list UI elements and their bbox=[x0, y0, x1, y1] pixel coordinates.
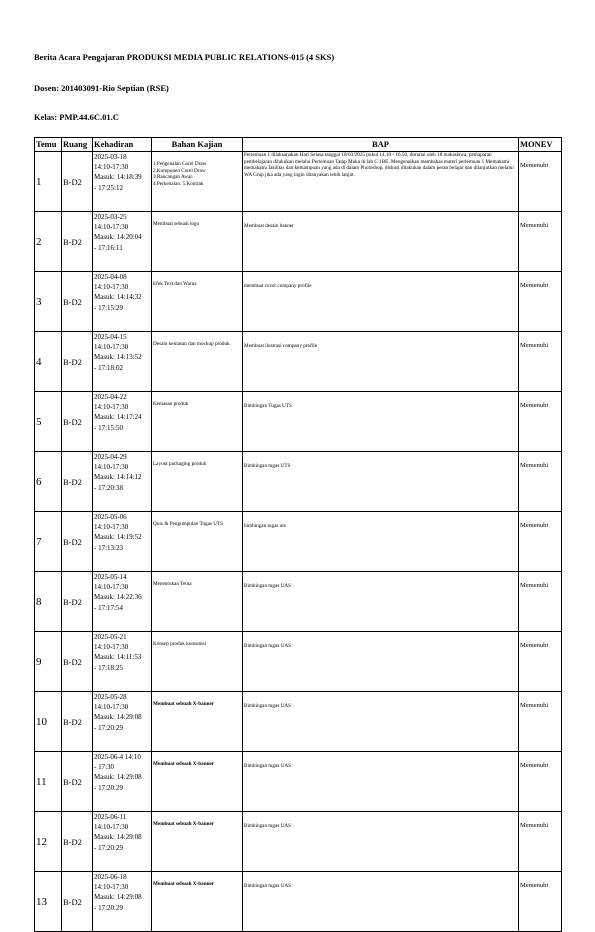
topic-cell: 1.Pengenalan Corel Draw 2.Komponen Corel Draw 3.Rancangan Awal. 4.Perkenalan. 5.Kontrak bbox=[152, 152, 243, 212]
monev-cell: Memenuhi bbox=[519, 572, 562, 632]
row-number-cell: 13 bbox=[35, 872, 62, 932]
bap-cell: Bimbingan tugas UAS bbox=[243, 632, 519, 692]
attendance-cell: 2025-04-22 14:10-17:30 Masuk: 14:17:24 - 17:15:50 bbox=[93, 392, 152, 452]
row-number-cell: 3 bbox=[35, 272, 62, 332]
page-bottom-rule bbox=[34, 795, 35, 835]
bap-cell: membuat cover company profile bbox=[243, 272, 519, 332]
table-row bbox=[35, 212, 562, 272]
col-header-kehadiran: Kehadiran bbox=[93, 138, 152, 152]
table-row bbox=[35, 272, 562, 332]
room-cell: B-D2 bbox=[62, 452, 93, 512]
monev-cell: Memenuhi bbox=[519, 812, 562, 872]
row-number-cell: 7 bbox=[35, 512, 62, 572]
attendance-cell: 2025-04-29 14:10-17:30 Masuk: 14:14:12 - 17:20:38 bbox=[93, 452, 152, 512]
bap-cell: Bimbingan tugas UAS bbox=[243, 812, 519, 872]
room-cell: B-D2 bbox=[62, 812, 93, 872]
row-number-cell: 2 bbox=[35, 212, 62, 272]
topic-cell: Membuat sebuah logo bbox=[152, 212, 243, 272]
table-row bbox=[35, 392, 562, 452]
attendance-cell: 2025-03-18 14:10-17:30 Masuk: 14:18:39 - 17:25:12 bbox=[93, 152, 152, 212]
attendance-cell: 2025-06-11 14:10-17:30 Masuk: 14:29:08 - 17:20:29 bbox=[93, 812, 152, 872]
col-header-bahan-kajian: Bahan Kajian bbox=[152, 138, 243, 152]
table-row bbox=[35, 872, 562, 932]
bap-cell: Bimbingan tugas UAS bbox=[243, 872, 519, 932]
row-number-cell: 9 bbox=[35, 632, 62, 692]
attendance-cell: 2025-05-21 14:10-17:30 Masuk: 14:11:53 - 17:18:25 bbox=[93, 632, 152, 692]
room-cell: B-D2 bbox=[62, 752, 93, 812]
attendance-cell: 2025-03-25 14:10-17:30 Masuk: 14:20:04 - 17:16:11 bbox=[93, 212, 152, 272]
monev-cell: Memenuhi bbox=[519, 512, 562, 572]
document-title: Berita Acara Pengajaran PRODUKSI MEDIA PUBLIC RELATIONS-015 (4 SKS) bbox=[34, 52, 335, 62]
room-cell: B-D2 bbox=[62, 152, 93, 212]
room-cell: B-D2 bbox=[62, 332, 93, 392]
bap-cell: Membuat desain banner bbox=[243, 212, 519, 272]
col-header-bap: BAP bbox=[243, 138, 519, 152]
table-row bbox=[35, 452, 562, 512]
topic-cell: Quiz & Pengumpulan Tugas UTS bbox=[152, 512, 243, 572]
monev-cell: Memenuhi bbox=[519, 152, 562, 212]
topic-cell: Efek Text dan Warna bbox=[152, 272, 243, 332]
table-row bbox=[35, 332, 562, 392]
room-cell: B-D2 bbox=[62, 392, 93, 452]
col-header-temu: Temu bbox=[35, 138, 62, 152]
table-row bbox=[35, 692, 562, 752]
topic-cell: Kemasan produk bbox=[152, 392, 243, 452]
monev-cell: Memenuhi bbox=[519, 752, 562, 812]
bap-cell: Bimbingan tugas UAS bbox=[243, 572, 519, 632]
attendance-cell: 2025-05-06 14:10-17:30 Masuk: 14:19:52 - 17:13:23 bbox=[93, 512, 152, 572]
attendance-cell: 2025-05-28 14:10-17:30 Masuk: 14:29:08 - 17:20:29 bbox=[93, 692, 152, 752]
bap-cell: Bimbingan tugas UAS bbox=[243, 692, 519, 752]
attendance-cell: 2025-06-4 14:10 - 17:30 Masuk: 14:29:08 - 17:20:29 bbox=[93, 752, 152, 812]
topic-cell: Desain kemasan dan mockup produk. bbox=[152, 332, 243, 392]
monev-cell: Memenuhi bbox=[519, 272, 562, 332]
bap-cell: Bimbingan Tugas UTS bbox=[243, 392, 519, 452]
monev-cell: Memenuhi bbox=[519, 452, 562, 512]
lecturer-line: Dosen: 201403091-Rio Septian (RSE) bbox=[34, 83, 169, 93]
row-number-cell: 8 bbox=[35, 572, 62, 632]
attendance-cell: 2025-06-18 14:10-17:30 Masuk: 14:29:08 - 17:20:29 bbox=[93, 872, 152, 932]
bap-table bbox=[34, 137, 562, 932]
row-number-cell: 11 bbox=[35, 752, 62, 812]
room-cell: B-D2 bbox=[62, 692, 93, 752]
table-row bbox=[35, 632, 562, 692]
bap-cell: Bimbingan tugas UAS bbox=[243, 752, 519, 812]
table-row bbox=[35, 152, 562, 212]
room-cell: B-D2 bbox=[62, 272, 93, 332]
room-cell: B-D2 bbox=[62, 512, 93, 572]
topic-cell: Menentukan Tema bbox=[152, 572, 243, 632]
monev-cell: Memenuhi bbox=[519, 872, 562, 932]
col-header-ruang: Ruang bbox=[62, 138, 93, 152]
topic-cell: Membuat sebuah X-banner bbox=[152, 752, 243, 812]
attendance-cell: 2025-04-08 14:10-17:30 Masuk: 14:14:32 - 17:15:29 bbox=[93, 272, 152, 332]
room-cell: B-D2 bbox=[62, 632, 93, 692]
topic-cell: Membuat sebuah X-banner bbox=[152, 692, 243, 752]
row-number-cell: 10 bbox=[35, 692, 62, 752]
topic-cell: Membuat sebuah X-banner bbox=[152, 812, 243, 872]
bap-cell: bimbingan tugas uts bbox=[243, 512, 519, 572]
monev-cell: Memenuhi bbox=[519, 632, 562, 692]
col-header-monev: MONEV bbox=[519, 138, 562, 152]
room-cell: B-D2 bbox=[62, 572, 93, 632]
monev-cell: Memenuhi bbox=[519, 332, 562, 392]
monev-cell: Memenuhi bbox=[519, 212, 562, 272]
table-row bbox=[35, 572, 562, 632]
attendance-cell: 2025-05-14 14:10-17:30 Masuk: 14:22:36 - 17:17:54 bbox=[93, 572, 152, 632]
bap-cell: Pertemuan 1 dilaksanakan Hari Selasa tanggal 18/03/2025 pukul 14.10 - 16.50, dimulai oleh 18 mahasiswa, pemaparan pembelajaran dilakukan melalui Pertemuan Tatap Muka di lab C 1BE. Mengenalkan membahas materi pertemuan 1 Memahami memahami fasilitas dan kemampuan yang ada di dalam Photoshop, diskusi dilakukan dalam peran belajar dan dilanjutkan melalui WA Grup jika ada yang ingin ditanyakan lebih lanjut. bbox=[243, 152, 519, 212]
row-number-cell: 4 bbox=[35, 332, 62, 392]
row-number-cell: 1 bbox=[35, 152, 62, 212]
table-row bbox=[35, 512, 562, 572]
bap-cell: Bimbingan tugas UTS bbox=[243, 452, 519, 512]
monev-cell: Memenuhi bbox=[519, 692, 562, 752]
table-header-row bbox=[35, 138, 562, 152]
table-row bbox=[35, 752, 562, 812]
class-line: Kelas: PMP.44.6C.01.C bbox=[34, 112, 119, 122]
bap-cell: Membuat ilustrasi company profile bbox=[243, 332, 519, 392]
attendance-cell: 2025-04-15 14:10-17:30 Masuk: 14:13:52 - 17:18:02 bbox=[93, 332, 152, 392]
monev-cell: Memenuhi bbox=[519, 392, 562, 452]
room-cell: B-D2 bbox=[62, 872, 93, 932]
row-number-cell: 5 bbox=[35, 392, 62, 452]
row-number-cell: 6 bbox=[35, 452, 62, 512]
row-number-cell: 12 bbox=[35, 812, 62, 872]
topic-cell: Membuat sebuah X-banner bbox=[152, 872, 243, 932]
topic-cell: Layout packaging produk bbox=[152, 452, 243, 512]
topic-cell: Konsep produk konsumsi bbox=[152, 632, 243, 692]
room-cell: B-D2 bbox=[62, 212, 93, 272]
